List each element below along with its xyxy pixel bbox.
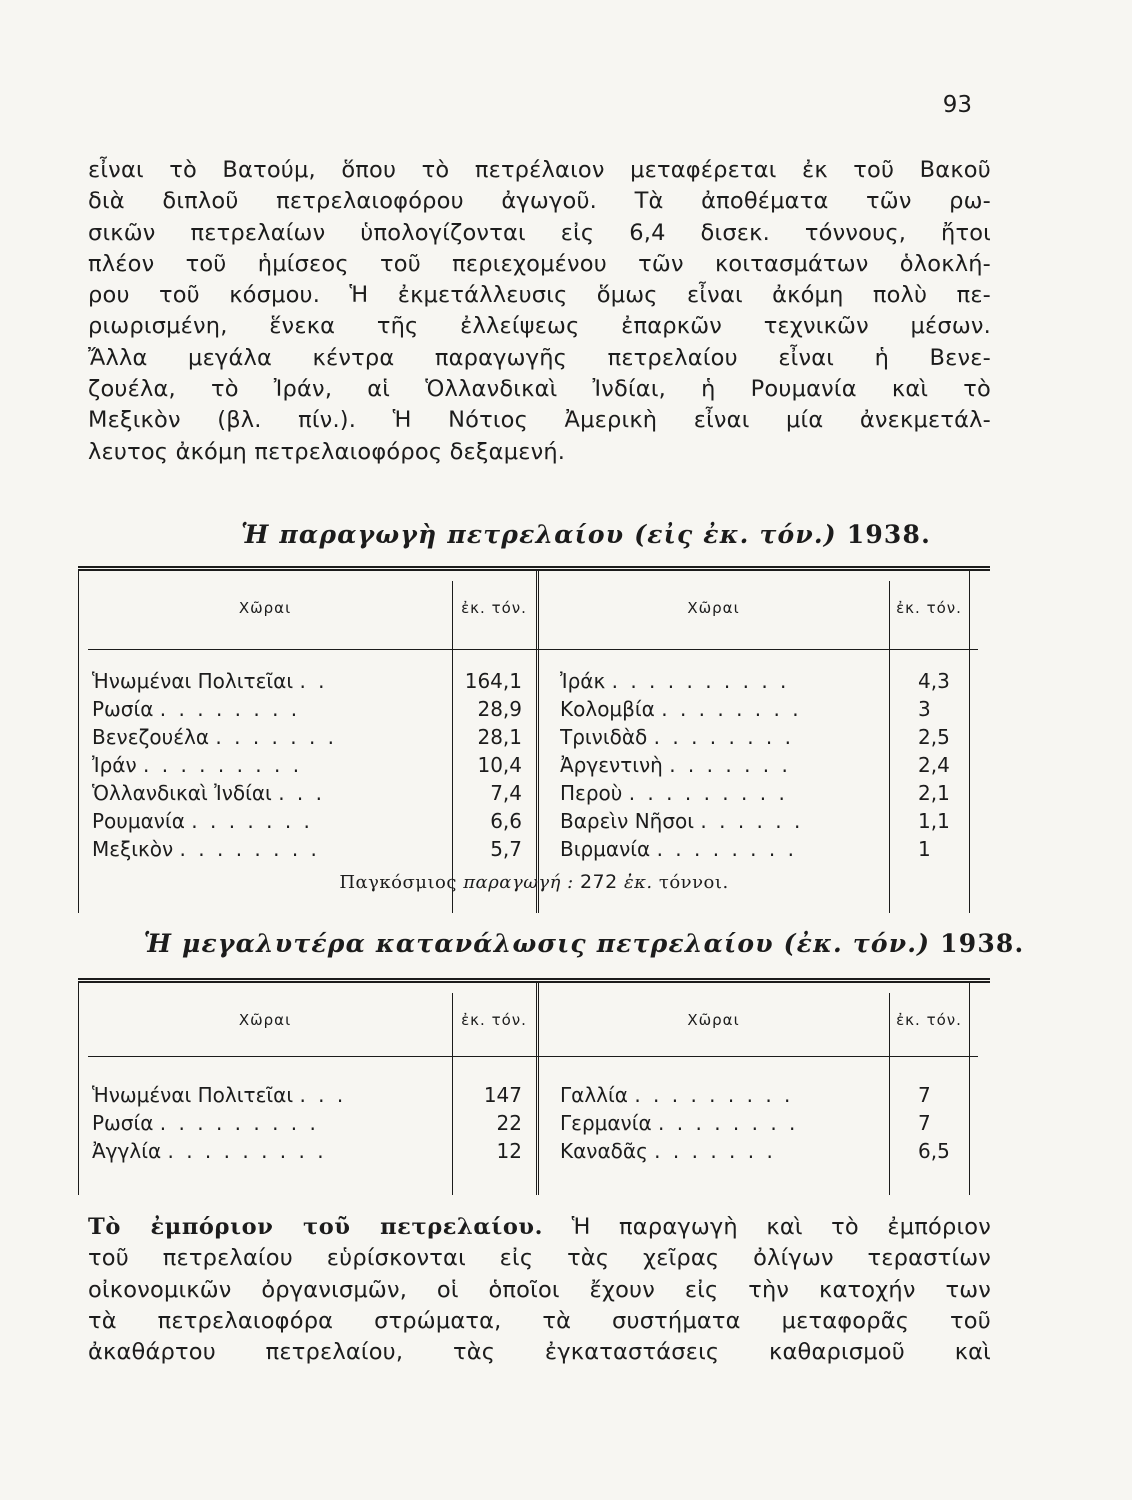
table-row: Βενεζουέλα . . . . . . . 28,1 Τρινιδὰδ . . . . . . . . 2,5 [78,725,990,753]
table-row: Ρωσία . . . . . . . . . 22 Γερμανία . . . . . . . . 7 [78,1111,990,1139]
consumption-table [78,978,990,1195]
table-row: Ἰράν . . . . . . . . . 10,4 Ἀργεντινὴ . . . . . . . 2,4 [78,753,990,781]
value-cell: 2,4 [918,753,950,777]
value-cell: 4,3 [918,669,950,693]
page-number: 93 [942,92,972,118]
text-line: ἀκαθάρτου πετρελαίου, τὰς ἐγκαταστάσεις καθαρισμοῦ καὶ [88,1339,991,1366]
text-line: τὰ πετρελαιοφόρα στρώματα, τὰ συστήματα μεταφορᾶς τοῦ [88,1307,991,1334]
production-table-title [0,520,1132,549]
consumption-table-title [0,929,1132,958]
text-line: ριωρισμένη, ἕνεκα τῆς ἐλλείψεως ἐπαρκῶν τεχνικῶν μέσων. [88,313,991,340]
section-heading: Τὸ ἐμπόριον τοῦ πετρελαίου. [88,1214,544,1240]
value-cell: 6,6 [490,809,522,833]
value-cell: 164,1 [464,669,522,693]
value-cell: 2,5 [918,725,950,749]
value-cell: 28,1 [477,725,522,749]
table-row: Ἡνωμέναι Πολιτεῖαι . . 164,1 Ἰράκ . . . . . . . . . . 4,3 [78,669,990,697]
text-line: Τὸ ἐμπόριον τοῦ πετρελαίου. Ἡ παραγωγὴ καὶ τὸ ἐμπόριον [88,1214,991,1240]
column-header-unit: ἐκ. τόν. [461,599,527,617]
value-cell: 3 [918,697,931,721]
value-cell: 7 [918,1111,931,1135]
text-line: λευτος ἀκόμη πετρελαιοφόρος δεξαμενή. [88,438,566,465]
world-production-total: Παγκόσμιος παραγωγή : 272 ἐκ. τόννοι. [339,871,729,893]
text-line: εἶναι τὸ Βατούμ, ὅπου τὸ πετρέλαιον μεταφέρεται ἐκ τοῦ Βακοῦ [88,157,991,183]
value-cell: 22 [496,1111,522,1135]
value-cell: 6,5 [918,1139,950,1163]
text-line: σικῶν πετρελαίων ὑπολογίζονται εἰς 6,4 δισεκ. τόννους, ἤτοι [88,219,991,246]
table-row: Ρωσία . . . . . . . . 28,9 Κολομβία . . . . . . . . 3 [78,697,990,725]
production-title-text: Ἡ παραγωγὴ πετρελαίου (εἰς ἐκ. τόν.) [240,520,837,549]
text-line: πλέον τοῦ ἡμίσεος τοῦ περιεχομένου τῶν κοιτασμάτων ὁλοκλή- [88,250,991,277]
consumption-title-year: 1938. [940,929,1025,958]
column-header-unit: ἐκ. τόν. [896,599,962,617]
text-line: Ἄλλα μεγάλα κέντρα παραγωγῆς πετρελαίου εἶναι ἡ Βενε- [88,344,991,371]
value-cell: 7 [918,1083,931,1107]
value-cell: 1,1 [918,809,950,833]
column-header-countries: Χῶραι [687,599,740,617]
table-row: Ἡνωμέναι Πολιτεῖαι . . . 147 Γαλλία . . . . . . . . . 7 [78,1083,990,1111]
text-line: ζουέλα, τὸ Ἰράν, αἱ Ὁλλανδικαὶ Ἰνδίαι, ἡ Ρουμανία καὶ τὸ [88,376,991,403]
intro-paragraph [88,155,991,468]
table-row: Ρουμανία . . . . . . . 6,6 Βαρεὶν Νῆσοι . . . . . . 1,1 [78,809,990,837]
table-row: Ὁλλανδικαὶ Ἰνδίαι . . . 7,4 Περοὺ . . . . . . . . . 2,1 [78,781,990,809]
value-cell: 147 [483,1083,522,1107]
table-row: Μεξικὸν . . . . . . . . 5,7 Βιρμανία . . . . . . . . 1 [78,837,990,865]
text-line: διὰ διπλοῦ πετρελαιοφόρου ἀγωγοῦ. Τὰ ἀποθέματα τῶν ρω- [88,188,991,215]
column-header-unit: ἐκ. τόν. [896,1011,962,1029]
value-cell: 12 [496,1139,522,1163]
consumption-title-text: Ἡ μεγαλυτέρα κατανάλωσις πετρελαίου (ἐκ. τόν.) [143,929,931,958]
production-table [78,566,990,913]
value-cell: 2,1 [918,781,950,805]
table-row: Ἀγγλία . . . . . . . . . 12 Καναδᾶς . . . . . . . 6,5 [78,1139,990,1167]
value-cell: 1 [918,837,931,861]
value-cell: 7,4 [490,781,522,805]
text-line: Μεξικὸν (βλ. πίν.). Ἡ Νότιος Ἀμερικὴ εἶναι μία ἀνεκμετάλ- [88,407,991,434]
column-header-countries: Χῶραι [238,1011,292,1029]
column-header-countries: Χῶραι [687,1011,740,1029]
trade-paragraph [88,1212,991,1368]
value-cell: 10,4 [477,753,522,777]
column-header-unit: ἐκ. τόν. [461,1011,527,1029]
text-line: ρου τοῦ κόσμου. Ἡ ἐκμετάλλευσις ὅμως εἶναι ἀκόμη πολὺ πε- [88,282,991,309]
text-line: τοῦ πετρελαίου εὑρίσκονται εἰς τὰς χεῖρας ὀλίγων τεραστίων [88,1245,991,1272]
column-header-countries: Χῶραι [238,599,292,617]
production-title-year: 1938. [846,520,932,549]
text-line: οἰκονομικῶν ὀργανισμῶν, οἱ ὁποῖοι ἔχουν εἰς τὴν κατοχήν των [88,1276,991,1303]
value-cell: 5,7 [490,837,522,861]
value-cell: 28,9 [477,697,522,721]
